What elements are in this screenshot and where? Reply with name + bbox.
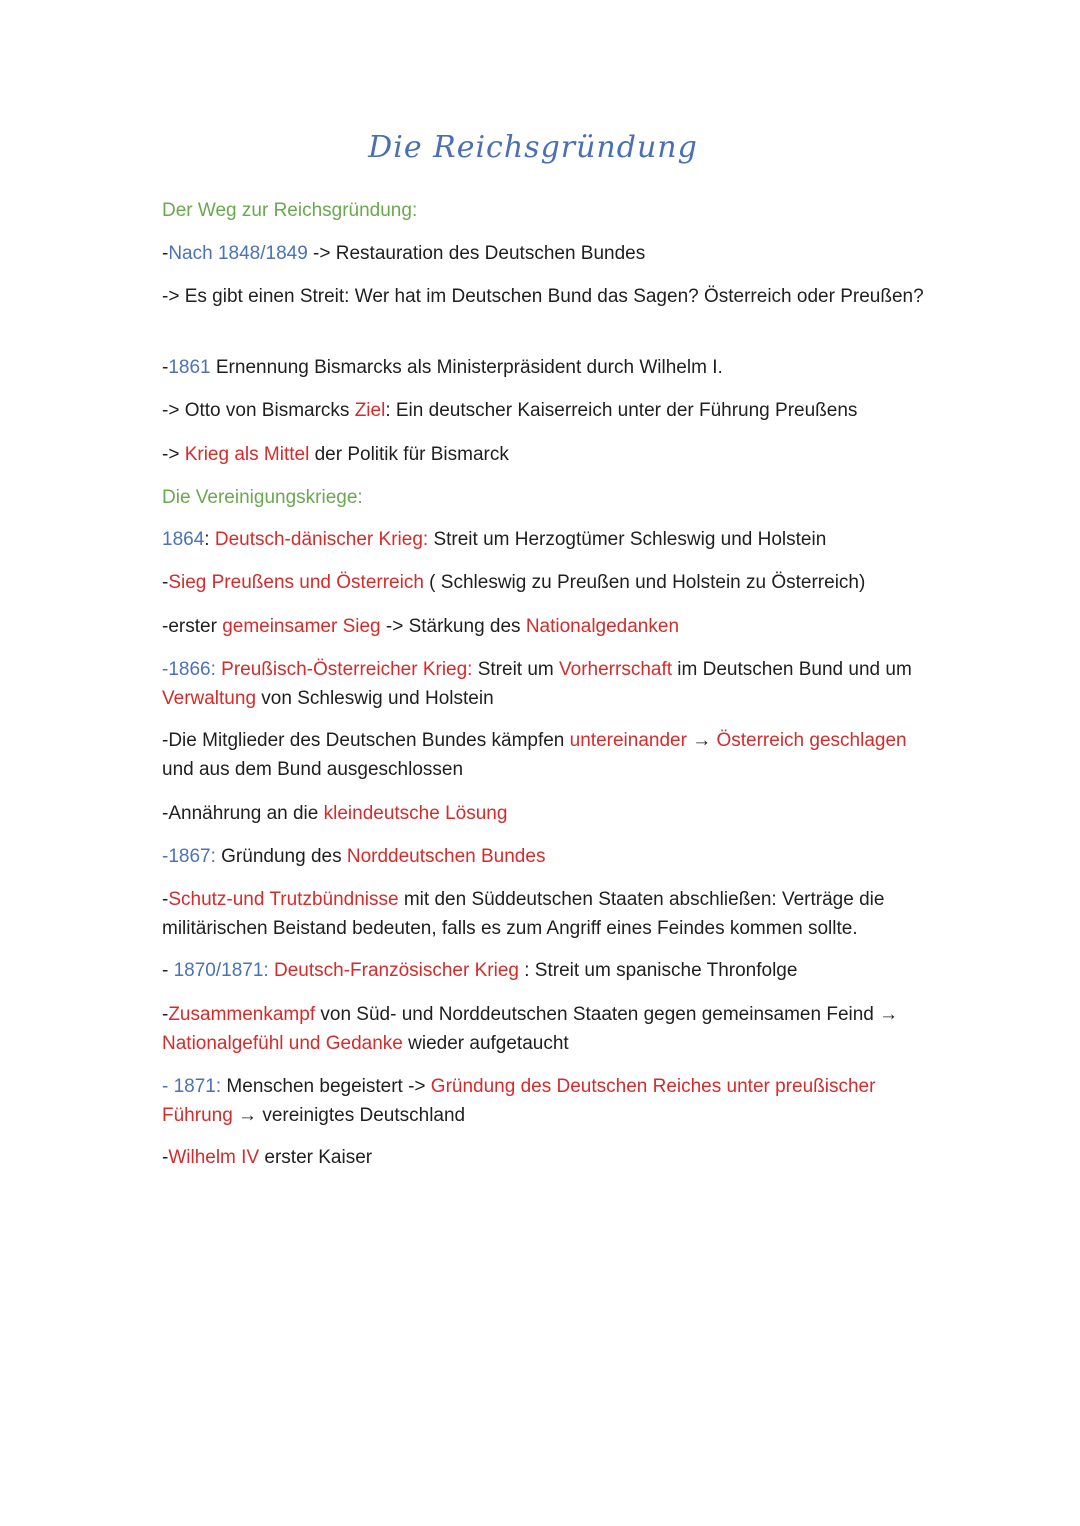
line-1866-segment: im Deutschen Bund und um xyxy=(672,659,912,680)
line-wilhelm-segment: - xyxy=(162,1147,169,1168)
line-zusammenkampf-segment: von Süd- und Norddeutschen Staaten gegen gemeinsamen Feind → xyxy=(315,1004,899,1025)
line-1867-segment: -1867: xyxy=(162,846,216,867)
line-ziel-segment: -> Otto von Bismarcks xyxy=(162,400,355,421)
line-1864-segment: Streit um Herzogtümer Schleswig und Holstein xyxy=(428,529,827,550)
line-erster-sieg-segment: Nationalgedanken xyxy=(525,616,680,637)
line-annaeherung-segment: kleindeutsche Lösung xyxy=(323,803,508,824)
line-1864-segment: : xyxy=(204,529,215,550)
line-schutz-segment: mit den Süddeutschen Staaten abschließen: Verträge die militärischen Beistand bedeuten, falls es zum Angriff eines Feindes kommen sollte. xyxy=(162,889,885,939)
line-nach-1848-segment: - xyxy=(162,243,169,264)
line-mitglieder-segment: → xyxy=(686,730,717,751)
line-1866-segment: Streit um xyxy=(472,659,560,680)
line-1870-segment: 1870/1871: xyxy=(173,960,269,981)
line-1870-segment: Deutsch-Französischer Krieg xyxy=(273,960,519,981)
line-1866 xyxy=(162,655,932,713)
line-1864-segment: 1864 xyxy=(162,529,205,550)
line-1861 xyxy=(162,353,932,382)
line-1866-segment: von Schleswig und Holstein xyxy=(256,688,494,709)
line-zusammenkampf-segment: - xyxy=(162,1004,169,1025)
line-1861-segment: - xyxy=(162,357,169,378)
line-zusammenkampf xyxy=(162,1000,932,1058)
line-1871-segment: Gründung des Deutschen Reiches unter preußischer Führung xyxy=(162,1076,876,1126)
line-1867 xyxy=(162,842,932,871)
line-mitglieder xyxy=(162,726,932,784)
line-sieg xyxy=(162,568,932,597)
line-streit-segment: -> Es gibt einen Streit: Wer hat im Deutschen Bund das Sagen? Österreich oder Preußen? xyxy=(162,286,924,307)
line-annaeherung xyxy=(162,799,932,828)
line-1871-segment: Menschen begeistert -> xyxy=(221,1076,431,1097)
line-ziel-segment: : Ein deutscher Kaiserreich unter der Führung Preußens xyxy=(385,400,858,421)
line-1871 xyxy=(162,1072,932,1130)
line-1870 xyxy=(162,956,932,985)
line-schutz-segment: Schutz-und Trutzbündnisse xyxy=(168,889,399,910)
line-mitglieder-segment: Österreich geschlagen xyxy=(716,730,907,751)
line-1866-segment: -1866: xyxy=(162,659,222,680)
line-erster-sieg-segment: -> Stärkung des xyxy=(380,616,526,637)
heading-vereinigungskriege-segment: Die Vereinigungskriege: xyxy=(162,487,363,508)
line-wilhelm-segment: erster Kaiser xyxy=(259,1147,373,1168)
line-schutz-segment: - xyxy=(162,889,169,910)
line-zusammenkampf-segment: Nationalgefühl und Gedanke xyxy=(162,1033,403,1054)
line-sieg-segment: Sieg Preußens und Österreich xyxy=(168,572,424,593)
line-1867-segment: Norddeutschen Bundes xyxy=(346,846,546,867)
line-mitglieder-segment: und aus dem Bund ausgeschlossen xyxy=(162,759,464,780)
page-title: Die Reichsgründung xyxy=(368,130,698,165)
line-1871-segment: - 1871: xyxy=(162,1076,222,1097)
line-zusammenkampf-segment: Zusammenkampf xyxy=(168,1004,316,1025)
line-ziel xyxy=(162,396,932,425)
line-wilhelm-segment: Wilhelm IV xyxy=(168,1147,260,1168)
line-1864-segment: Deutsch-dänischer Krieg: xyxy=(214,529,429,550)
heading-weg-segment: Der Weg zur Reichsgründung: xyxy=(162,200,418,221)
line-annaeherung-segment: -Annährung an die xyxy=(162,803,324,824)
heading-vereinigungskriege xyxy=(162,483,932,512)
line-1866-segment: Vorherrschaft xyxy=(559,659,673,680)
line-mitglieder-segment: -Die Mitglieder des Deutschen Bundes kämpfen xyxy=(162,730,570,751)
line-nach-1848-segment: -> Restauration des Deutschen Bundes xyxy=(307,243,646,264)
line-1861-segment: 1861 xyxy=(168,357,211,378)
line-zusammenkampf-segment: wieder aufgetaucht xyxy=(402,1033,569,1054)
line-ziel-segment: Ziel xyxy=(354,400,386,421)
line-sieg-segment: ( Schleswig zu Preußen und Holstein zu Österreich) xyxy=(423,572,866,593)
line-1866-segment: Verwaltung xyxy=(162,688,257,709)
line-nach-1848-segment: Nach 1848/1849 xyxy=(168,243,308,264)
line-erster-sieg xyxy=(162,612,932,641)
line-1870-segment: - xyxy=(162,960,174,981)
line-streit xyxy=(162,282,932,311)
line-1867-segment: Gründung des xyxy=(215,846,347,867)
line-erster-sieg-segment: gemeinsamer Sieg xyxy=(222,616,381,637)
line-1871-segment: → vereinigtes Deutschland xyxy=(232,1105,466,1126)
line-sieg-segment: - xyxy=(162,572,169,593)
heading-weg xyxy=(162,196,932,225)
line-mitglieder-segment: untereinander xyxy=(569,730,687,751)
line-erster-sieg-segment: -erster xyxy=(162,616,223,637)
line-nach-1848 xyxy=(162,239,932,268)
line-krieg-mittel xyxy=(162,440,932,469)
line-1864 xyxy=(162,525,932,554)
line-1866-segment: Preußisch-Österreicher Krieg: xyxy=(221,659,473,680)
line-schutz xyxy=(162,885,932,943)
line-1861-segment: Ernennung Bismarcks als Ministerpräsident durch Wilhelm I. xyxy=(210,357,723,378)
line-1870-segment: : Streit um spanische Thronfolge xyxy=(518,960,798,981)
line-wilhelm xyxy=(162,1143,932,1172)
line-krieg-mittel-segment: Krieg als Mittel xyxy=(184,444,310,465)
line-krieg-mittel-segment: der Politik für Bismarck xyxy=(309,444,509,465)
line-krieg-mittel-segment: -> xyxy=(162,444,185,465)
